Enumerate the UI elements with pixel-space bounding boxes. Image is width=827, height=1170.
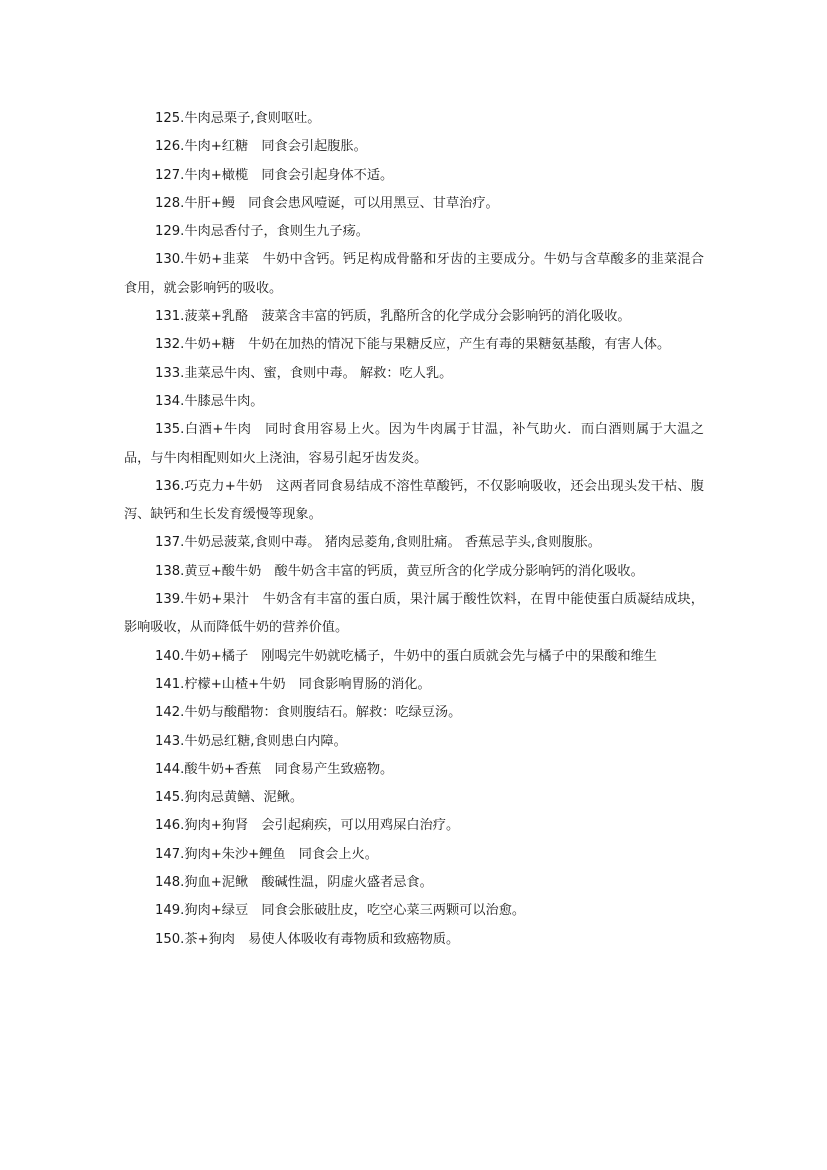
list-item: 130.牛奶+韭菜 牛奶中含钙。钙足构成骨骼和牙齿的主要成分。牛奶与含草酸多的韭菜混合食用，就会影响钙的吸收。 [124,252,704,296]
list-item: 145.狗肉忌黄鳝、泥鳅。 [155,790,304,806]
list-item: 147.狗肉+朱沙+鲤鱼 同食会上火。 [155,846,378,862]
list-item: 127.牛肉+橄榄 同食会引起身体不适。 [155,167,394,183]
list-item: 126.牛肉+红糖 同食会引起腹胀。 [155,139,367,155]
list-item: 146.狗肉+狗肾 会引起痢疾，可以用鸡屎白治疗。 [155,818,460,834]
list-item: 132.牛奶+糖 牛奶在加热的情况下能与果糖反应，产生有毒的果糖氨基酸，有害人体。 [155,337,671,353]
list-item: 138.黄豆+酸牛奶 酸牛奶含丰富的钙质，黄豆所含的化学成分影响钙的消化吸收。 [155,563,644,579]
list-item: 133.韭菜忌牛肉、蜜，食则中毒。 解救：吃人乳。 [155,365,453,381]
list-item: 134.牛膝忌牛肉。 [155,393,264,409]
list-item: 136.巧克力+牛奶 这两者同食易结成不溶性草酸钙，不仅影响吸收，还会出现头发干枯、腹泻、缺钙和生长发育缓慢等现象。 [124,478,704,523]
list-item: 149.狗肉+绿豆 同食会胀破肚皮，吃空心菜三两颗可以治愈。 [155,903,526,919]
list-item: 129.牛肉忌香付子，食则生九子疡。 [155,224,369,240]
list-item: 142.牛奶与酸醋物：食则腹结石。解救：吃绿豆汤。 [155,705,462,721]
list-item: 141.柠檬+山楂+牛奶 同食影响胃肠的消化。 [155,676,431,692]
list-item: 150.茶+狗肉 易使人体吸收有毒物质和致癌物质。 [155,931,460,947]
list-item: 135.白酒+牛肉 同时食用容易上火。因为牛肉属于甘温，补气助火．而白酒则属于大温之品，与牛肉相配则如火上浇油，容易引起牙齿发炎。 [124,422,704,466]
food-incompatibility-list [124,105,704,954]
list-item: 148.狗血+泥鳅 酸碱性温，阴虚火盛者忌食。 [155,875,433,891]
list-item: 144.酸牛奶+香蕉 同食易产生致癌物。 [155,761,394,777]
list-item: 131.菠菜+乳酪 菠菜含丰富的钙质，乳酪所含的化学成分会影响钙的消化吸收。 [155,309,631,325]
list-item: 143.牛奶忌红糖,食则患白内障。 [155,733,347,749]
list-item: 128.牛肝+鳗 同食会患风噎诞，可以用黑豆、甘草治疗。 [155,195,499,211]
list-item: 125.牛肉忌栗子,食则呕吐。 [155,111,321,126]
list-item: 137.牛奶忌菠菜,食则中毒。 猪肉忌菱角,食则肚痛。 香蕉忌芋头,食则腹胀。 [155,535,601,551]
list-item: 139.牛奶+果汁 牛奶含有丰富的蛋白质，果汁属于酸性饮料，在胃中能使蛋白质凝结成块，影响吸收，从而降低牛奶的营养价值。 [124,592,704,636]
list-item: 140.牛奶+橘子 刚喝完牛奶就吃橘子，牛奶中的蛋白质就会先与橘子中的果酸和维生 [155,648,657,664]
